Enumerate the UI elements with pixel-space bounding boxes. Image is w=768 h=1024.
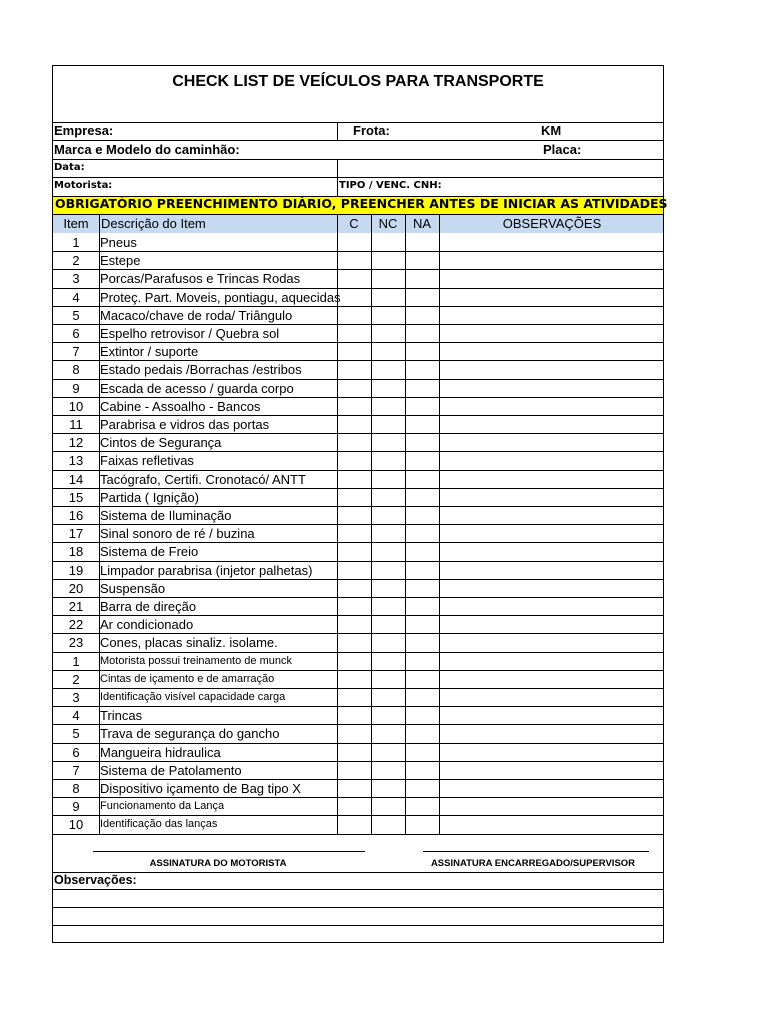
item-number: 22	[68, 617, 84, 633]
item-description: Sistema de Patolamento	[100, 762, 242, 778]
item-description: Parabrisa e vidros das portas	[100, 417, 270, 432]
row-divider	[53, 872, 663, 873]
cell-obs[interactable]	[440, 507, 664, 523]
cell-obs[interactable]	[440, 525, 664, 541]
col-nc-header: NC	[378, 216, 398, 231]
cell-na[interactable]	[406, 434, 438, 450]
cell-nc[interactable]	[372, 543, 404, 559]
cell-obs[interactable]	[440, 580, 664, 596]
item-number: 10	[68, 398, 84, 414]
supervisor-signature-label: ASSINATURA ENCARREGADO/SUPERVISOR	[430, 858, 636, 869]
cell-c[interactable]	[338, 380, 370, 396]
item-description: Estado pedais /Borrachas /estribos	[100, 362, 302, 378]
item-number: 5	[72, 726, 80, 742]
cell-na[interactable]	[406, 416, 438, 432]
cell-c[interactable]	[338, 562, 370, 578]
cell-c[interactable]	[338, 289, 370, 305]
item-description: Proteç. Part. Moveis, pontiagu, aquecidas	[100, 289, 341, 305]
item-number: 17	[68, 526, 84, 542]
col-c-header: C	[349, 216, 359, 231]
cell-c[interactable]	[338, 416, 370, 432]
cell-obs[interactable]	[440, 452, 664, 468]
item-number: 8	[72, 781, 80, 796]
cell-na[interactable]	[406, 543, 438, 559]
cell-na[interactable]	[406, 343, 438, 359]
cell-nc[interactable]	[372, 234, 404, 250]
col-na-header: NA	[412, 216, 432, 231]
item-number: 4	[72, 708, 80, 724]
cell-obs[interactable]	[440, 707, 664, 723]
cell-c[interactable]	[338, 725, 370, 741]
item-number: 6	[72, 326, 80, 341]
form-title: CHECK LIST DE VEÍCULOS PARA TRANSPORTE	[172, 73, 544, 90]
motorista-signature-line[interactable]	[93, 851, 365, 852]
item-description: Dispositivo içamento de Bag tipo X	[100, 781, 301, 796]
cell-na[interactable]	[406, 671, 438, 687]
observacoes-line[interactable]	[53, 925, 663, 926]
cell-na[interactable]	[406, 634, 438, 650]
cell-nc[interactable]	[372, 270, 404, 286]
item-number: 4	[72, 289, 80, 305]
cell-nc[interactable]	[372, 361, 404, 377]
cell-c[interactable]	[338, 707, 370, 723]
cell-obs[interactable]	[440, 762, 664, 778]
cell-obs[interactable]	[440, 380, 664, 396]
item-description: Trincas	[100, 708, 143, 724]
cell-nc[interactable]	[372, 343, 404, 359]
cell-nc[interactable]	[372, 434, 404, 450]
cell-obs[interactable]	[440, 780, 664, 796]
col-desc-header: Descrição do Item	[101, 216, 206, 231]
cell-obs[interactable]	[440, 471, 664, 487]
item-number: 9	[72, 799, 80, 815]
cell-c[interactable]	[338, 689, 370, 705]
cell-c[interactable]	[338, 307, 370, 323]
cell-obs[interactable]	[440, 616, 664, 632]
cell-c[interactable]	[338, 325, 370, 341]
row-divider	[53, 177, 663, 178]
item-number: 8	[72, 362, 80, 378]
cell-na[interactable]	[406, 689, 438, 705]
cell-na[interactable]	[406, 762, 438, 778]
col-divider	[337, 159, 338, 196]
cell-nc[interactable]	[372, 598, 404, 614]
cell-nc[interactable]	[372, 562, 404, 578]
cell-obs[interactable]	[440, 434, 664, 450]
cell-obs[interactable]	[440, 653, 664, 669]
item-description: Identificação visível capacidade carga	[100, 691, 286, 703]
cell-nc[interactable]	[372, 452, 404, 468]
item-description: Sistema de Iluminação	[100, 508, 232, 523]
cell-nc[interactable]	[372, 507, 404, 523]
item-number: 16	[68, 508, 84, 523]
item-number: 15	[68, 489, 84, 505]
cell-na[interactable]	[406, 307, 438, 323]
cell-c[interactable]	[338, 671, 370, 687]
cell-c[interactable]	[338, 452, 370, 468]
cell-na[interactable]	[406, 252, 438, 268]
cell-nc[interactable]	[372, 816, 404, 832]
item-number: 1	[72, 235, 80, 250]
item-number: 9	[72, 380, 80, 396]
item-number: 7	[72, 344, 80, 360]
item-description: Pneus	[100, 235, 137, 250]
cell-c[interactable]	[338, 507, 370, 523]
cell-nc[interactable]	[372, 616, 404, 632]
cell-na[interactable]	[406, 270, 438, 286]
empresa-label: Empresa:	[54, 123, 114, 138]
item-number: 5	[72, 307, 80, 323]
km-label: KM	[541, 123, 562, 138]
cell-na[interactable]	[406, 361, 438, 377]
cell-obs[interactable]	[440, 289, 664, 305]
cell-c[interactable]	[338, 489, 370, 505]
cell-na[interactable]	[406, 562, 438, 578]
cell-na[interactable]	[406, 380, 438, 396]
column-divider	[439, 214, 440, 834]
cell-c[interactable]	[338, 434, 370, 450]
item-description: Cintas de içamento e de amarração	[100, 672, 275, 685]
cell-na[interactable]	[406, 398, 438, 414]
item-number: 20	[68, 580, 84, 596]
item-number: 21	[68, 599, 84, 614]
cell-nc[interactable]	[372, 289, 404, 305]
column-divider	[99, 214, 100, 834]
cell-c[interactable]	[338, 252, 370, 268]
cell-obs[interactable]	[440, 252, 664, 268]
cell-nc[interactable]	[372, 653, 404, 669]
cell-obs[interactable]	[440, 689, 664, 705]
motorista-label: Motorista:	[54, 180, 113, 191]
column-divider	[371, 214, 372, 834]
item-description: Sinal sonoro de ré / buzina	[100, 526, 255, 542]
cell-c[interactable]	[338, 744, 370, 760]
row-divider	[53, 159, 663, 160]
cell-c[interactable]	[338, 234, 370, 250]
cell-na[interactable]	[406, 798, 438, 814]
cell-c[interactable]	[338, 798, 370, 814]
cell-obs[interactable]	[440, 598, 664, 614]
col-obs-header: OBSERVAÇÕES	[502, 216, 602, 231]
cell-c[interactable]	[338, 398, 370, 414]
cell-c[interactable]	[338, 361, 370, 377]
item-description: Suspensão	[100, 580, 166, 596]
cell-na[interactable]	[406, 616, 438, 632]
cell-nc[interactable]	[372, 471, 404, 487]
placa-label: Placa:	[543, 142, 582, 157]
row-divider	[53, 140, 663, 141]
item-number: 12	[68, 435, 84, 451]
cell-c[interactable]	[338, 525, 370, 541]
item-number: 18	[68, 544, 84, 560]
item-number: 13	[68, 453, 84, 469]
item-description: Limpador parabrisa (injetor palhetas)	[100, 562, 313, 578]
item-description: Mangueira hidraulica	[100, 744, 221, 760]
mandatory-banner	[53, 196, 668, 214]
cell-c[interactable]	[338, 653, 370, 669]
cell-nc[interactable]	[372, 380, 404, 396]
item-description: Motorista possui treinamento de munck	[100, 654, 292, 667]
observacoes-line[interactable]	[53, 907, 663, 908]
banner-text: OBRIGATÓRIO PREENCHIMENTO DIÁRIO, PREENCHER ANTES DE INICIAR AS ATIVIDADES	[55, 196, 668, 211]
col-divider	[337, 122, 338, 140]
cell-c[interactable]	[338, 543, 370, 559]
cell-na[interactable]	[406, 744, 438, 760]
cell-na[interactable]	[406, 452, 438, 468]
cell-nc[interactable]	[372, 325, 404, 341]
row-divider	[53, 834, 663, 835]
item-description: Identificação das lanças	[100, 818, 218, 831]
cell-na[interactable]	[406, 707, 438, 723]
cell-obs[interactable]	[440, 398, 664, 414]
cell-c[interactable]	[338, 816, 370, 832]
item-description: Macaco/chave de roda/ Triângulo	[100, 307, 293, 323]
item-description: Extintor / suporte	[100, 344, 199, 360]
item-number: 6	[72, 744, 80, 760]
cell-obs[interactable]	[440, 816, 664, 832]
cell-nc[interactable]	[372, 252, 404, 268]
cell-nc[interactable]	[372, 634, 404, 650]
cell-c[interactable]	[338, 616, 370, 632]
checklist-form	[52, 65, 668, 943]
item-description: Porcas/Parafusos e Trincas Rodas	[100, 271, 301, 287]
cell-na[interactable]	[406, 653, 438, 669]
cell-c[interactable]	[338, 762, 370, 778]
cell-obs[interactable]	[440, 543, 664, 559]
cell-c[interactable]	[338, 270, 370, 286]
item-number: 3	[72, 271, 80, 287]
cell-c[interactable]	[338, 580, 370, 596]
column-divider	[337, 214, 338, 834]
cell-c[interactable]	[338, 343, 370, 359]
item-number: 7	[72, 762, 80, 778]
cell-obs[interactable]	[440, 325, 664, 341]
cell-na[interactable]	[406, 507, 438, 523]
row-divider	[53, 196, 663, 197]
item-description: Cintos de Segurança	[100, 435, 222, 451]
item-number: 2	[72, 671, 80, 687]
item-description: Trava de segurança do gancho	[100, 726, 280, 742]
item-description: Escada de acesso / guarda corpo	[100, 380, 294, 396]
cell-obs[interactable]	[440, 798, 664, 814]
marca-modelo-label: Marca e Modelo do caminhão:	[54, 142, 240, 157]
frota-label: Frota:	[353, 123, 390, 138]
column-divider	[405, 214, 406, 834]
cell-nc[interactable]	[372, 762, 404, 778]
cell-nc[interactable]	[372, 780, 404, 796]
cell-na[interactable]	[406, 780, 438, 796]
cell-nc[interactable]	[372, 744, 404, 760]
cell-na[interactable]	[406, 471, 438, 487]
row-divider	[53, 889, 663, 890]
cell-nc[interactable]	[372, 580, 404, 596]
item-description: Espelho retrovisor / Quebra sol	[100, 326, 280, 341]
item-description: Faixas refletivas	[100, 453, 194, 469]
col-item-header: Item	[63, 216, 89, 231]
cell-na[interactable]	[406, 234, 438, 250]
item-description: Cones, placas sinaliz. isolame.	[100, 635, 278, 651]
cell-nc[interactable]	[372, 416, 404, 432]
tipo-cnh-label: TIPO / VENC. CNH:	[339, 180, 442, 191]
item-number: 14	[68, 471, 84, 487]
cell-na[interactable]	[406, 489, 438, 505]
cell-nc[interactable]	[372, 689, 404, 705]
cell-na[interactable]	[406, 580, 438, 596]
cell-na[interactable]	[406, 725, 438, 741]
cell-nc[interactable]	[372, 671, 404, 687]
cell-obs[interactable]	[440, 361, 664, 377]
item-description: Ar condicionado	[100, 617, 194, 633]
item-description: Estepe	[100, 253, 141, 269]
supervisor-signature-line[interactable]	[423, 851, 649, 852]
item-description: Cabine - Assoalho - Bancos	[100, 398, 261, 414]
item-description: Barra de direção	[100, 599, 197, 614]
cell-obs[interactable]	[440, 270, 664, 286]
item-description: Sistema de Freio	[100, 544, 199, 560]
item-number: 11	[69, 417, 83, 432]
cell-obs[interactable]	[440, 307, 664, 323]
item-number: 23	[68, 635, 84, 651]
cell-na[interactable]	[406, 816, 438, 832]
item-description: Tacógrafo, Certifi. Cronotacó/ ANTT	[100, 471, 306, 487]
cell-obs[interactable]	[440, 744, 664, 760]
cell-obs[interactable]	[440, 725, 664, 741]
item-number: 10	[68, 817, 84, 833]
observacoes-label: Observações:	[54, 873, 137, 887]
cell-nc[interactable]	[372, 725, 404, 741]
cell-obs[interactable]	[440, 671, 664, 687]
item-description: Funcionamento da Lança	[100, 800, 225, 813]
cell-obs[interactable]	[440, 634, 664, 650]
data-label: Data:	[54, 162, 85, 173]
cell-c[interactable]	[338, 780, 370, 796]
cell-c[interactable]	[338, 598, 370, 614]
row-divider	[53, 214, 663, 215]
cell-nc[interactable]	[372, 707, 404, 723]
item-number: 19	[68, 562, 84, 578]
cell-c[interactable]	[338, 471, 370, 487]
cell-na[interactable]	[406, 325, 438, 341]
cell-c[interactable]	[338, 634, 370, 650]
cell-obs[interactable]	[440, 562, 664, 578]
item-number: 2	[72, 253, 80, 269]
item-number: 3	[72, 690, 80, 705]
cell-na[interactable]	[406, 598, 438, 614]
cell-nc[interactable]	[372, 307, 404, 323]
cell-na[interactable]	[406, 289, 438, 305]
cell-na[interactable]	[406, 525, 438, 541]
cell-nc[interactable]	[372, 798, 404, 814]
cell-nc[interactable]	[372, 489, 404, 505]
cell-obs[interactable]	[440, 489, 664, 505]
motorista-signature-label: ASSINATURA DO MOTORISTA	[149, 858, 287, 869]
cell-obs[interactable]	[440, 234, 664, 250]
cell-obs[interactable]	[440, 416, 664, 432]
cell-nc[interactable]	[372, 525, 404, 541]
item-number: 1	[72, 653, 80, 669]
cell-nc[interactable]	[372, 398, 404, 414]
item-description: Partida ( Ignição)	[100, 489, 199, 505]
cell-obs[interactable]	[440, 343, 664, 359]
column-header-row	[53, 214, 663, 233]
